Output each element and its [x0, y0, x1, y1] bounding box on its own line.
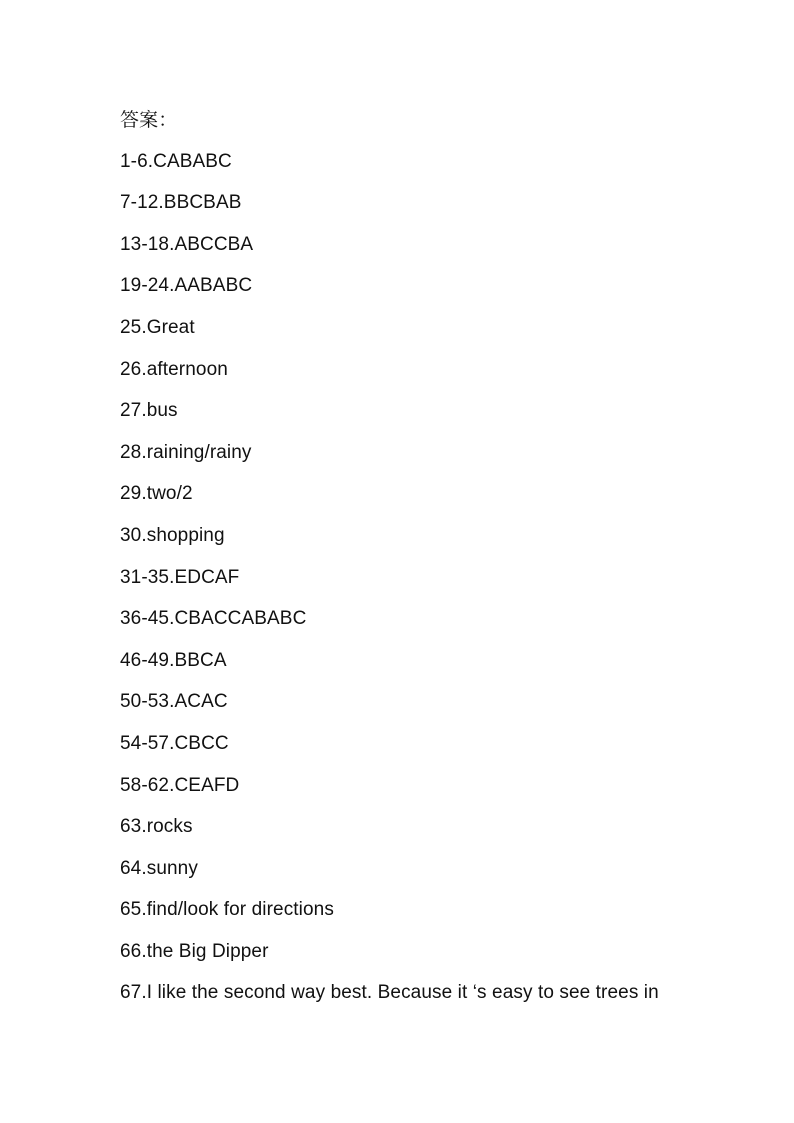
answer-line: 25.Great — [120, 316, 195, 338]
answer-line: 65.find/look for directions — [120, 899, 334, 921]
answer-line: 28.raining/rainy — [120, 441, 252, 463]
answer-line: 31-35.EDCAF — [120, 566, 240, 588]
answer-line: 1-6.CABABC — [120, 150, 232, 172]
answer-heading: 答案： — [120, 109, 178, 131]
answer-line: 13-18.ABCCBA — [120, 233, 254, 255]
answer-key — [120, 106, 740, 1021]
answer-line: 54-57.CBCC — [120, 732, 229, 754]
answer-line: 63.rocks — [120, 816, 193, 838]
answer-line: 67.I like the second way best. Because it ‘s easy to see trees in — [120, 982, 659, 1004]
answer-line: 64.sunny — [120, 857, 198, 879]
answer-line: 36-45.CBACCABABC — [120, 608, 307, 630]
answer-line: 29.two/2 — [120, 483, 193, 505]
answer-line: 7-12.BBCBAB — [120, 192, 242, 214]
answer-line: 27.bus — [120, 400, 178, 422]
answer-line: 66.the Big Dipper — [120, 940, 269, 962]
answer-line: 50-53.ACAC — [120, 691, 228, 713]
answer-line: 30.shopping — [120, 524, 225, 546]
answer-line: 26.afternoon — [120, 358, 228, 380]
answer-line: 19-24.AABABC — [120, 275, 253, 297]
answer-line: 58-62.CEAFD — [120, 774, 240, 796]
answer-line: 46-49.BBCA — [120, 649, 227, 671]
